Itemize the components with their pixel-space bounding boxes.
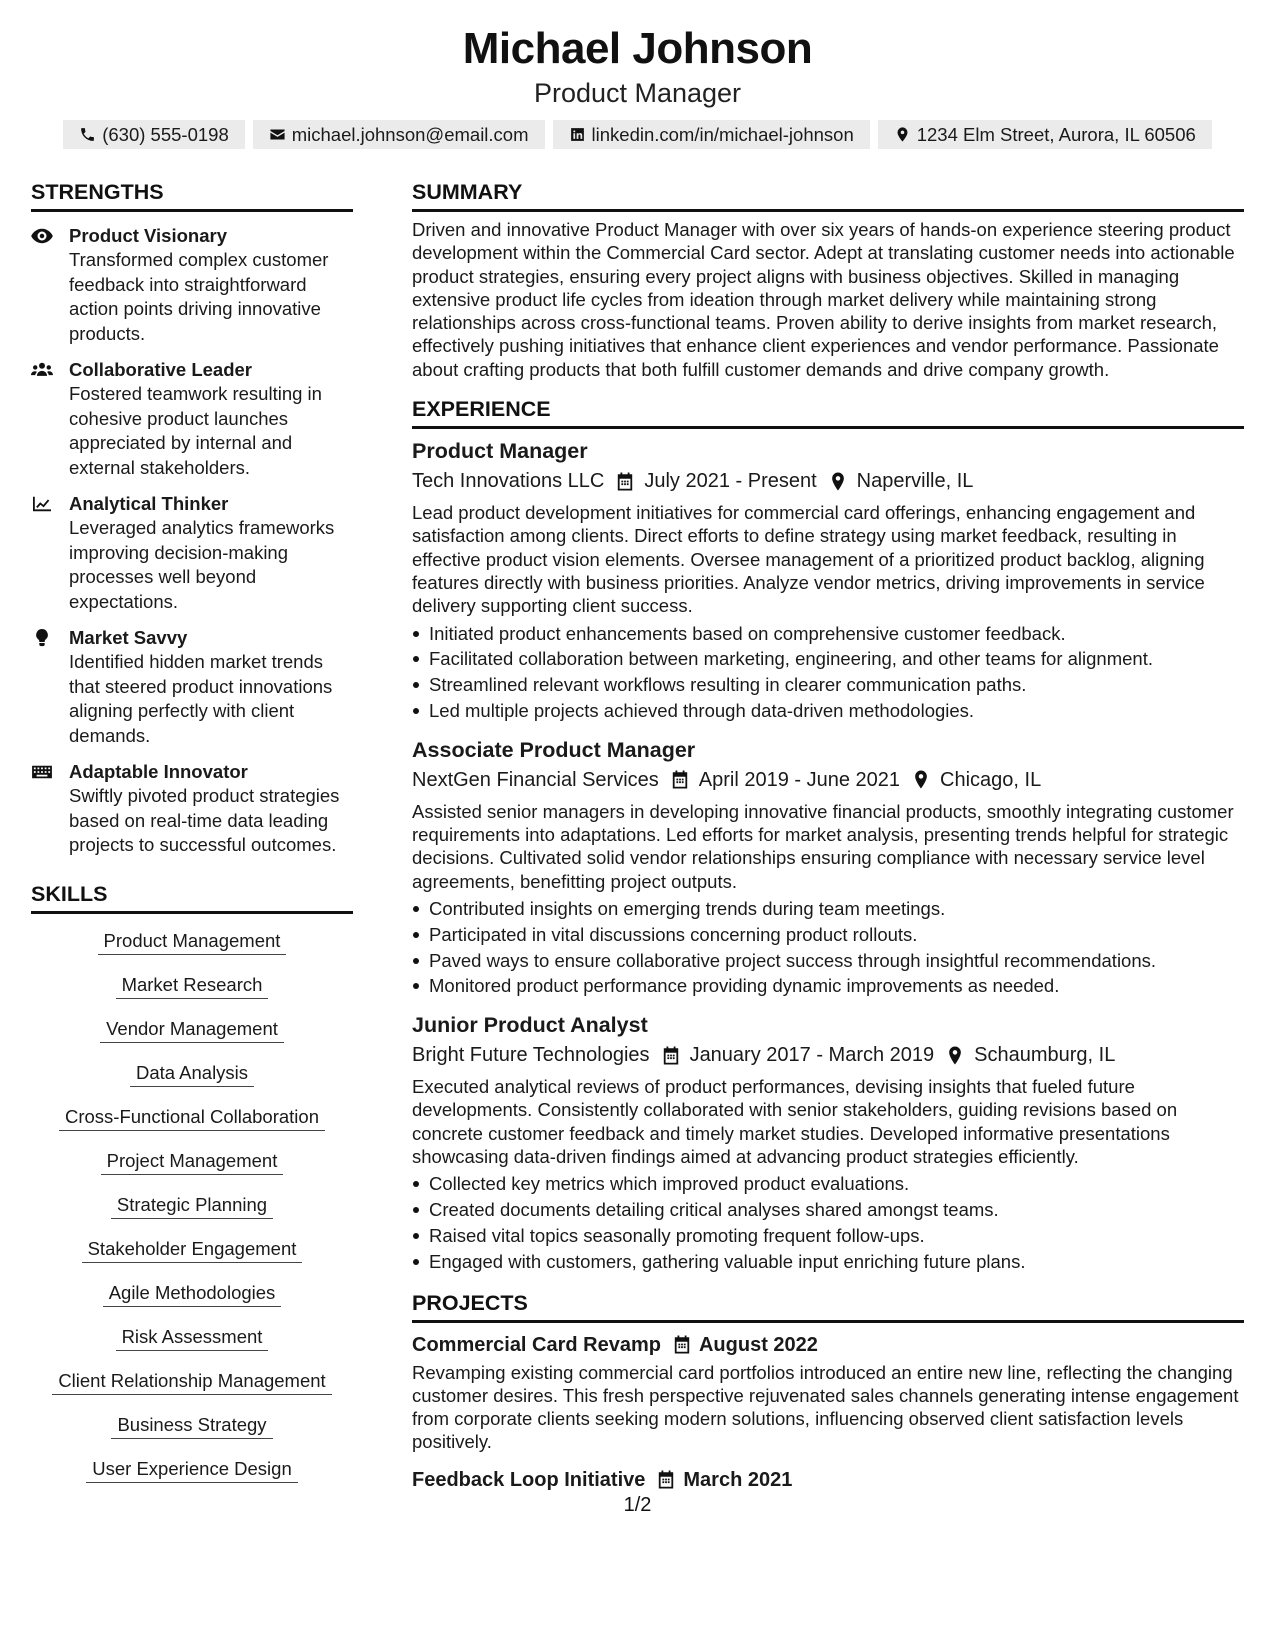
strength-item: [31, 492, 353, 614]
strengths-section: [31, 178, 353, 858]
strength-title: Analytical Thinker: [69, 493, 229, 514]
skill-item: Cross-Functional Collaboration: [59, 1104, 325, 1131]
strength-item: [31, 224, 353, 346]
job-company: Tech Innovations LLC: [412, 470, 605, 493]
left-column: [31, 178, 353, 1500]
skill-item: Market Research: [116, 972, 269, 999]
map-pin-icon: [946, 1046, 964, 1065]
bullet-item: Led multiple projects achieved through data-driven methodologies.: [412, 698, 1244, 724]
bullet-item: Engaged with customers, gathering valuable input enriching future plans.: [412, 1249, 1244, 1275]
strength-desc: Transformed complex customer feedback into straightforward action points driving innovative products.: [69, 249, 329, 344]
job-bullets: [412, 896, 1244, 999]
project-entry: [412, 1466, 1244, 1494]
experience-section: [412, 395, 1244, 1274]
map-pin-icon: [912, 770, 930, 789]
job-company: Bright Future Technologies: [412, 1044, 650, 1067]
bullet-item: Streamlined relevant workflows resulting in clearer communication paths.: [412, 672, 1244, 698]
bullet-item: Initiated product enhancements based on comprehensive customer feedback.: [412, 621, 1244, 647]
chart-line-icon: [31, 495, 53, 513]
map-pin-icon: [829, 472, 847, 491]
strengths-heading: STRENGTHS: [31, 178, 353, 212]
bullet-item: Facilitated collaboration between marketing, engineering, and other teams for alignment.: [412, 646, 1244, 672]
job-entry: [412, 736, 1244, 999]
contact-linkedin[interactable]: [553, 120, 870, 149]
phone-icon: [79, 126, 96, 143]
strength-desc: Leveraged analytics frameworks improving decision-making processes well beyond expectations.: [69, 517, 335, 612]
strength-title: Product Visionary: [69, 225, 227, 246]
summary-text: Driven and innovative Product Manager with over six years of hands-on experience steering product development within the Commercial Card sector. Adept at translating customer needs into actionable product strategies, ensuring every project aligns with business objectives. Skilled in managing extensive product life cycles from ideation through market delivery while maintaining strong relationships across cross-functional teams. Proven ability to derive insights from market research, effectively pushing initiatives that enhance client experiences and vendor performance. Passionate about crafting products that both fulfill customer demands and drive company growth.: [412, 219, 1235, 380]
strength-title: Collaborative Leader: [69, 359, 253, 380]
strength-desc: Identified hidden market trends that steered product innovations aligning perfectly with client demands.: [69, 651, 333, 746]
address-text: 1234 Elm Street, Aurora, IL 60506: [916, 123, 1196, 145]
skill-item: Client Relationship Management: [52, 1368, 331, 1395]
contact-phone[interactable]: [63, 120, 245, 149]
job-description: Assisted senior managers in developing innovative financial products, smoothly integrating customer requirements into adaptations. Led efforts for market analysis, presenting trends helpful for strategic decisions. Cultivated solid vendor relationships ensuring compliance with necessary service level agreements, benefitting project outputs.: [412, 800, 1234, 892]
phone-text: (630) 555-0198: [102, 123, 229, 145]
strength-item: [31, 358, 353, 480]
strength-desc: Swiftly pivoted product strategies based on real-time data leading projects to successful outcomes.: [69, 785, 340, 855]
users-icon: [31, 361, 53, 379]
project-title: Commercial Card Revamp: [412, 1333, 661, 1356]
contact-bar: [0, 120, 1275, 149]
contact-email[interactable]: [253, 120, 545, 149]
bullet-item: Participated in vital discussions concerning product rollouts.: [412, 922, 1244, 948]
skill-item: Strategic Planning: [111, 1192, 273, 1219]
project-title: Feedback Loop Initiative: [412, 1468, 646, 1491]
skill-item: Business Strategy: [111, 1412, 272, 1439]
keyboard-icon: [31, 763, 53, 781]
resume-body: [31, 178, 1245, 1500]
job-meta: [412, 1041, 1244, 1069]
job-location: Schaumburg, IL: [974, 1044, 1116, 1067]
calendar-icon: [616, 472, 634, 491]
skill-item: Vendor Management: [100, 1016, 284, 1043]
skill-item: Agile Methodologies: [103, 1280, 282, 1307]
calendar-icon: [662, 1046, 680, 1065]
strength-item: [31, 626, 353, 748]
linkedin-text: linkedin.com/in/michael-johnson: [591, 123, 854, 145]
skill-item: Risk Assessment: [116, 1324, 269, 1351]
strength-title: Adaptable Innovator: [69, 761, 248, 782]
calendar-icon: [657, 1470, 675, 1489]
map-pin-icon: [894, 126, 911, 143]
job-bullets: [412, 621, 1244, 724]
bullet-item: Paved ways to ensure collaborative project success through insightful recommendations.: [412, 948, 1244, 974]
job-meta: [412, 766, 1244, 794]
project-date: March 2021: [683, 1468, 793, 1491]
candidate-name: Michael Johnson: [462, 24, 813, 73]
email-text: michael.johnson@email.com: [291, 123, 529, 145]
job-bullets: [412, 1171, 1244, 1274]
job-location: Chicago, IL: [940, 768, 1042, 791]
experience-heading: EXPERIENCE: [412, 395, 1244, 429]
bullet-item: Raised vital topics seasonally promoting frequent follow-ups.: [412, 1223, 1244, 1249]
job-title: Junior Product Analyst: [412, 1013, 648, 1038]
resume-header: [0, 0, 1275, 149]
summary-heading: SUMMARY: [412, 178, 1244, 212]
skills-section: [31, 880, 353, 1500]
job-company: NextGen Financial Services: [412, 768, 659, 791]
job-entry: [412, 437, 1244, 724]
project-entry: [412, 1331, 1244, 1454]
bullet-item: Collected key metrics which improved product evaluations.: [412, 1171, 1244, 1197]
strength-title: Market Savvy: [69, 627, 188, 648]
candidate-title: Product Manager: [533, 78, 742, 108]
job-description: Lead product development initiatives for commercial card offerings, enhancing engagement and satisfaction among clients. Direct efforts to define strategy using market feedback, resulting in effective product vision elements. Oversee management of a prioritized product backlog, aligning features directly with business priorities. Analyze vendor metrics, driving improvements in service delivery supporting client success.: [412, 502, 1205, 617]
envelope-icon: [269, 126, 286, 143]
bullet-item: Created documents detailing critical analyses shared amongst teams.: [412, 1197, 1244, 1223]
projects-section: [412, 1289, 1244, 1494]
project-description: Revamping existing commercial card portfolios introduced an entire new line, reflecting the changing customer desires. This fresh perspective rejuvenated sales channels generating intense engagement from corporate clients seeking modern solutions, influencing observed client satisfaction levels positively.: [412, 1361, 1239, 1453]
skill-item: Stakeholder Engagement: [82, 1236, 303, 1263]
skill-item: User Experience Design: [86, 1456, 297, 1483]
linkedin-icon: [569, 126, 586, 143]
strength-item: [31, 760, 353, 858]
skill-item: Product Management: [98, 928, 287, 955]
calendar-icon: [671, 770, 689, 789]
page-number: 1/2: [623, 1494, 652, 1516]
eye-icon: [31, 227, 53, 245]
summary-section: [412, 178, 1244, 381]
projects-heading: PROJECTS: [412, 1289, 1244, 1323]
contact-address: [878, 120, 1212, 149]
job-meta: [412, 467, 1244, 495]
job-location: Naperville, IL: [856, 470, 974, 493]
job-title: Associate Product Manager: [412, 737, 696, 762]
bullet-item: Contributed insights on emerging trends during team meetings.: [412, 896, 1244, 922]
project-header: [412, 1466, 1244, 1494]
lightbulb-icon: [31, 629, 53, 647]
strength-desc: Fostered teamwork resulting in cohesive product launches appreciated by internal and external stakeholders.: [69, 383, 322, 478]
bullet-item: Monitored product performance providing dynamic improvements as needed.: [412, 973, 1244, 999]
skill-item: Data Analysis: [130, 1060, 254, 1087]
skill-item: Project Management: [101, 1148, 284, 1175]
skills-heading: SKILLS: [31, 880, 353, 914]
job-description: Executed analytical reviews of product performances, devising insights that fueled future developments. Consistently collaborated with senior stakeholders, guiding revisions based on concrete customer feedback and timely market studies. Developed informative presentations showcasing data-driven findings aimed at advancing product strategies efficiently.: [412, 1076, 1178, 1168]
calendar-icon: [673, 1335, 691, 1354]
job-title: Product Manager: [412, 439, 588, 464]
project-date: August 2022: [698, 1333, 818, 1356]
job-dates: April 2019 - June 2021: [698, 768, 901, 791]
job-dates: January 2017 - March 2019: [689, 1044, 935, 1067]
job-dates: July 2021 - Present: [644, 470, 817, 493]
project-header: [412, 1331, 1244, 1359]
right-column: [412, 178, 1244, 1500]
job-entry: [412, 1011, 1244, 1274]
